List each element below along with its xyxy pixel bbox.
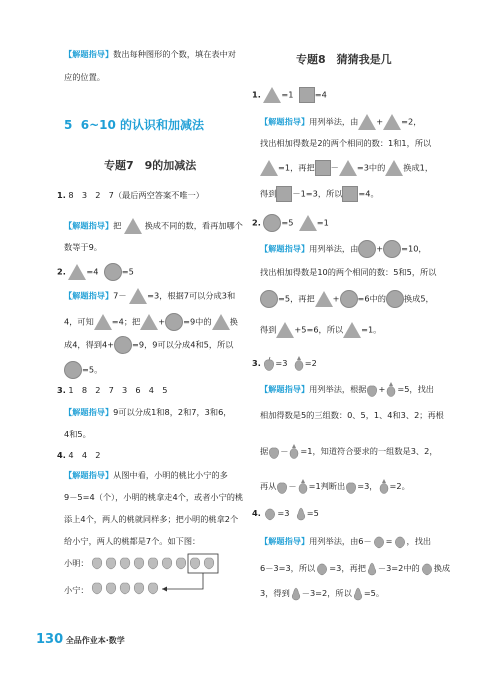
r-q1-hint-4: 得到 －1=3，所以 =4。 [260, 186, 379, 202]
peach-icon [393, 535, 407, 549]
square-icon [299, 87, 315, 103]
triangle-icon [263, 87, 281, 103]
q1-hint: 【解题指导】把 换成不同的数，看再加哪个 [64, 218, 243, 234]
peach-icon [106, 583, 116, 594]
page-number: 130 [36, 632, 64, 647]
page-footer [36, 632, 125, 647]
triangle-icon [383, 114, 401, 130]
peach-icon [190, 558, 200, 569]
square-icon [276, 186, 292, 202]
r-q3-hint-4: 再从 － =1判断出 =3， =2。 [260, 479, 410, 494]
pear-icon [366, 561, 378, 576]
q4-hint-4: 给小宁，两人的桃都是7个。如下图： [64, 536, 201, 546]
r-q1-hint-2: 找出相加得数是2的两个相同的数：1和1，所以 [260, 138, 432, 148]
circle-icon [386, 290, 404, 308]
r-q2-hint-1: 【解题指导】用列举法，由 + =10， [260, 240, 427, 258]
r-q1-answer: 1. =1 =4 [252, 87, 327, 103]
peach-icon [148, 558, 158, 569]
peach-icon [134, 583, 144, 594]
triangle-icon [276, 322, 294, 338]
r-q1-hint-1: 【解题指导】用列举法，由 + =2， [260, 114, 421, 130]
peach-diagram [90, 552, 226, 598]
r-q4-hint-2: 6－3=3，所以 =3，再把 －3=2中的 换成 [260, 561, 450, 576]
triangle-icon [68, 264, 86, 280]
hint-label: 【解题指导】 [64, 49, 114, 59]
xiaoming-label: 小明： [64, 558, 89, 568]
apple-icon [268, 444, 280, 459]
r-q2-answer: 2. =5 =1 [252, 214, 329, 232]
peach-icon [120, 583, 130, 594]
peach-icon [372, 535, 386, 549]
q2-hint-2: 4，可知 =4；把 + =9中的 换 [64, 313, 238, 331]
peach-icon [176, 558, 186, 569]
apple-icon [366, 382, 378, 397]
q2-hint-1: 【解题指导】7－ =3，根据7可以分成3和 [64, 288, 235, 304]
square-icon [315, 160, 331, 176]
triangle-icon [358, 114, 376, 130]
peach-icon [204, 558, 214, 569]
circle-icon [340, 290, 358, 308]
section-heading: 5 6~10 的认识和加减法 [64, 118, 205, 132]
triangle-icon [260, 160, 278, 176]
r-q4-answer: 4. =3 =5 [252, 506, 319, 521]
q4-hint-3: 添上4个，两人的桃就同样多；把小明的桃拿2个 [64, 514, 239, 524]
xiaoning-label: 小宁： [64, 585, 89, 595]
apple-icon [345, 479, 357, 494]
circle-icon [104, 263, 122, 281]
peach-icon [263, 507, 277, 521]
r-q2-hint-2: 找出相加得数是10的两个相同的数：5和5，所以 [260, 267, 437, 277]
q1-answer: 1. 8 3 2 7（最后两空答案不唯一） [57, 190, 204, 200]
pineapple-icon [288, 444, 300, 459]
peach-icon [120, 558, 130, 569]
triangle-icon [94, 314, 112, 330]
footer-text: 全品作业本·数学 [65, 636, 125, 645]
q2-hint-3: 成4，得到4+ =9，9可以分成4和5，所以 [64, 336, 233, 354]
apple-icon [276, 479, 288, 494]
pineapple-icon [378, 479, 390, 494]
peach-icon [92, 583, 102, 594]
q4-answer: 4. 4 4 2 [57, 450, 101, 460]
triangle-icon [343, 322, 361, 338]
pineapple-icon [293, 356, 305, 371]
apple-icon [263, 356, 275, 371]
arrow-head-icon [162, 587, 167, 592]
triangle-icon [124, 218, 142, 234]
r-q4-hint-1: 【解题指导】用列举法，由6－ = ，找出 [260, 534, 431, 549]
arrow-line [162, 573, 203, 589]
circle-icon [358, 240, 376, 258]
q3-hint: 【解题指导】9可以分成1和8，2和7，3和6， [64, 407, 232, 417]
circle-icon [260, 290, 278, 308]
peach-icon [148, 583, 158, 594]
square-icon [342, 186, 358, 202]
peach-icon [106, 558, 116, 569]
triangle-icon [129, 288, 147, 304]
q3-hint-line-2: 4和5。 [64, 429, 91, 439]
r-q2-hint-3: =5，再把 + =6中的 换成5， [260, 290, 434, 308]
q2-answer: 2. =4 =5 [57, 263, 134, 281]
pineapple-icon [385, 382, 397, 397]
triangle-icon [339, 160, 357, 176]
pear-icon [352, 586, 364, 601]
q4-hint-2: 9－5=4（个），小明的桃拿走4个，或者小宁的桃 [64, 492, 244, 502]
peach-icon [134, 558, 144, 569]
peach-icon [92, 558, 102, 569]
pear-icon [295, 506, 307, 521]
triangle-icon [299, 215, 317, 231]
triangle-icon [140, 314, 158, 330]
r-q1-hint-3: =1，再把 － =3中的 换成1， [260, 160, 433, 176]
q3-answer: 3. 1 8 2 7 3 6 4 5 [57, 385, 168, 395]
pear-icon [290, 586, 302, 601]
r-q3-hint-3: 据 － =1，知道符合要求的一组数是3、2， [260, 444, 438, 459]
topic-8-title: 专题8 猜猜我是几 [296, 53, 392, 66]
q4-hint-1: 【解题指导】从图中看，小明的桃比小宁的多 [64, 470, 228, 480]
r-q2-hint-4: 得到 +5=6，所以 =1。 [260, 322, 381, 338]
peach-icon [315, 562, 329, 576]
r-q3-answer: 3. =3 =2 [252, 356, 317, 371]
q1-hint-line-3: 数等于9。 [64, 242, 102, 252]
circle-icon [64, 361, 82, 379]
intro-hint: 【解题指导】数出每种图形的个数，填在表中对 [64, 49, 236, 59]
circle-icon [263, 214, 281, 232]
circle-icon [383, 240, 401, 258]
circle-icon [165, 313, 183, 331]
peach-icon [420, 562, 434, 576]
peach-icon [162, 558, 172, 569]
intro-line-2: 应的位置。 [64, 72, 105, 82]
r-q3-hint-2: 相加得数是5的三组数：0、5，1、4和3、2；再根 [260, 410, 444, 420]
circle-icon [114, 336, 132, 354]
triangle-icon [385, 160, 403, 176]
r-q3-hint-1: 【解题指导】用列举法，根据 + =5，找出 [260, 382, 434, 397]
triangle-icon [315, 291, 333, 307]
topic-7-title: 专题7 9的加减法 [104, 159, 197, 172]
r-q4-hint-3: 3，得到 －3=2，所以 =5。 [260, 586, 384, 601]
q2-hint-4: =5。 [64, 361, 102, 379]
pineapple-icon [297, 479, 309, 494]
triangle-icon [212, 314, 230, 330]
